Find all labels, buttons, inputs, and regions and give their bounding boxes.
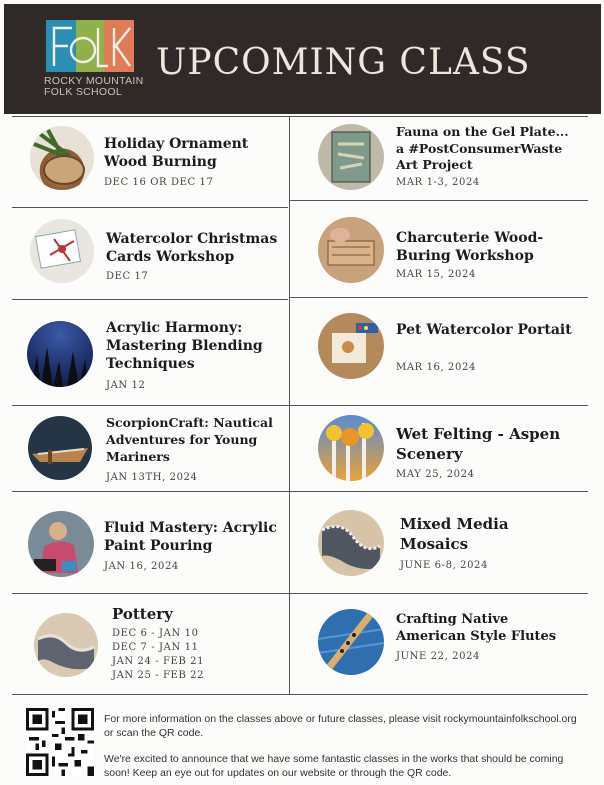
class-date: MAR 16, 2024 [396,362,476,373]
class-image-ornament [30,126,94,190]
class-image-acrylic-harmony [27,321,93,387]
class-date: JAN 12 [106,380,146,391]
row-divider [12,116,588,117]
class-title: Crafting Native American Style Flutes [396,612,557,644]
row-divider [12,405,588,406]
row-divider [12,207,288,208]
qr-code-icon[interactable] [26,708,94,776]
class-date: DEC 7 - JAN 11 [112,642,199,653]
class-image-watercolor-cards [30,219,94,283]
class-title: Mixed Media Mosaics [400,515,509,553]
class-title: ScorpionCraft: Nautical Adventures for Young Mariners [106,415,273,464]
class-title: Charcuterie Wood-Buring Workshop [396,230,544,264]
class-date: DEC 6 - JAN 10 [112,628,199,639]
class-image-boat [28,416,92,480]
footer-announcement-text: We're excited to announce that we have some fantastic classes in the works that should be coming soon! Keep an eye out for updates on our website or through the QR code. [104,753,564,779]
class-image-pet-watercolor [318,313,384,379]
class-image-charcuterie [318,217,384,283]
class-title: Holiday Ornament Wood Burning [104,136,249,170]
class-date: JUNE 6-8, 2024 [400,560,488,571]
class-date: JAN 24 - FEB 21 [112,656,205,667]
class-image-pottery [34,613,98,677]
class-date: MAR 1-3, 2024 [396,177,480,188]
logo-line2: FOLK SCHOOL [44,86,122,98]
row-divider [12,694,588,695]
row-divider [12,299,288,300]
page-title: UPCOMING CLASS [156,42,531,83]
row-divider [289,297,588,298]
class-image-gel-plate [318,124,384,190]
logo-wordmark [44,76,143,98]
folk-logo-icon [46,20,134,72]
class-title: Fluid Mastery: Acrylic Paint Pouring [104,520,277,554]
class-date: JAN 13TH, 2024 [106,472,198,483]
class-image-flutes [318,609,384,675]
class-date: MAR 15, 2024 [396,269,476,280]
class-image-wet-felting [318,415,384,481]
class-title: Acrylic Harmony: Mastering Blending Techniques [106,320,263,372]
school-logo [42,20,142,108]
class-title: Pottery [112,605,173,623]
class-title: Pet Watercolor Portait [396,322,572,338]
header-banner [4,4,601,114]
class-date: DEC 17 [106,271,149,282]
class-date: DEC 16 OR DEC 17 [104,177,214,188]
class-title: Fauna on the Gel Plate... a #PostConsumerWaste Art Project [396,124,569,172]
class-title: Watercolor Christmas Cards Workshop [106,231,278,265]
class-image-paint-pouring [28,511,94,577]
footer-info-text: For more information on the classes above or future classes, please visit rockymountainfolkschool.org or scan the QR code. [104,713,577,739]
row-divider [12,491,588,492]
row-divider [289,200,588,201]
class-image-mosaics [318,510,384,576]
class-title: Wet Felting - Aspen Scenery [396,425,561,463]
class-date: JAN 16, 2024 [104,561,179,572]
row-divider [12,593,588,594]
class-date: JUNE 22, 2024 [396,651,480,662]
logo-line1: ROCKY MOUNTAIN [44,75,144,87]
class-date: JAN 25 - FEB 22 [112,670,205,681]
class-date: MAY 25, 2024 [396,469,475,480]
class-date-list [112,627,204,683]
